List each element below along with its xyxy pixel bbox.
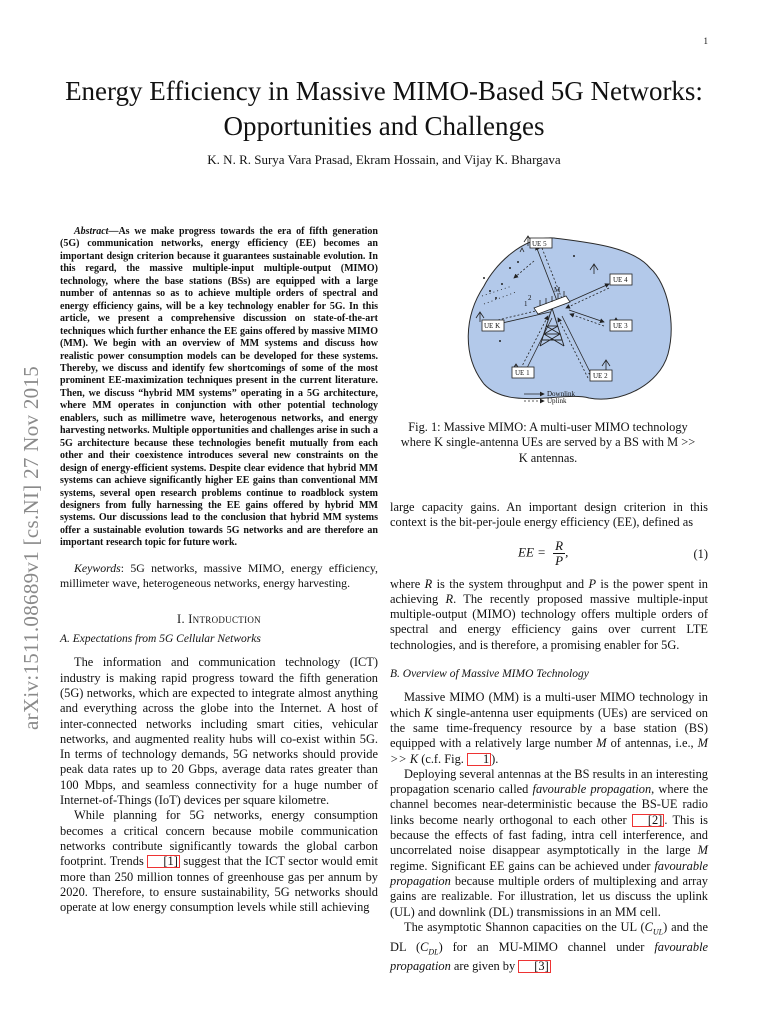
right-column <box>390 500 708 975</box>
equation-explanation: where R is the system throughput and P is the power spent in achieving R. The recently proposed massive multiple-input multiple-output (MIMO) technology offers multiple orders of spectral and energy efficiency gains over current LTE technologies, and is therefore, a promising enabler for 5G. <box>390 576 709 652</box>
section-heading-introduction: I. Introduction <box>177 611 261 626</box>
ue-1-label: UE 1 <box>515 369 530 377</box>
intro-paragraph-2: While planning for 5G networks, energy consumption becomes a critical concern because mobile communication networks contribute significantly towards the global carbon footprint. Trends [1] suggest that the ICT sector would emit more than 250 million tonnes of greenhouse gas per annum by 2020. Therefore, to ensure sustainability, 5G networks should operate at low energy consumption levels while still achieving <box>60 808 378 915</box>
equation-number: (1) <box>693 546 708 561</box>
legend-downlink: Downlink <box>547 390 575 398</box>
figure-link[interactable]: 1 <box>467 753 491 766</box>
abstract-label: Abstract <box>74 226 109 237</box>
ue-4-label: UE 4 <box>613 276 628 284</box>
mm-paragraph-2: Deploying several antennas at the BS results in an interesting propagation scenario called favourable propagation, where the channel becomes near-deterministic because the BS-UE radio links become nearly orthogonal to each other [2] . This is because the effects of fast fading, intra cell interference, and uncorrelated noise disappear asymptotically in the large M regime. Significant EE gains can be achieved under favourable propagation because multiple orders of multiplexing and array gains are realizable. For illustration, let us discuss the uplink (UL) and downlink (DL) transmissions in an MM cell. <box>390 766 708 919</box>
antenna-count-label: M <box>554 286 561 294</box>
keywords-label: Keywords <box>74 560 121 575</box>
arxiv-stamp[interactable]: arXiv:1511.08689v1 [cs.NI] 27 Nov 2015 <box>19 365 43 730</box>
citation-link[interactable]: [2] <box>632 814 664 827</box>
subsection-heading-massive-mimo: B. Overview of Massive MIMO Technology <box>390 668 589 681</box>
abstract <box>60 226 378 550</box>
ue-3-label: UE 3 <box>613 322 628 330</box>
page-number: 1 <box>703 36 708 46</box>
citation-link[interactable]: [3] <box>518 960 550 973</box>
abstract-text: —As we make progress towards the era of fifth generation (5G) communication networks, energy efficiency (EE) becomes an important design criterion because it guarantees sustainable evolution. In this regard, the massive multiple-input multiple-output (MIMO) technology, where the base stations (BSs) are equipped with a large number of antennas so as to achieve multiple orders of spectral and energy efficiency gains, will be a key technology enabler for 5G. In this article, we present a comprehensive discussion on state-of-the-art techniques which further enhance the EE gains offered by massive MIMO (MM). We begin with an overview of MM systems and discuss how realistic power consumption models can be developed for these systems. Thereby, we discuss and identify few shortcomings of some of the most prominent EE-maximization techniques present in the current literature. Then, we discuss “hybrid MM systems” operating in a 5G architecture, where MM operates in conjunction with other potential technology enablers, such as millimetre wave, heterogenous networks, and energy harvesting networks. Multiple opportunities and challenges arise in such a 5G architecture because these technologies benefit mutually from each other and their coexistence introduces several new constraints on the design of energy-efficient systems. Despite clear evidence that hybrid MM systems can achieve significantly higher EE gains than conventional MM systems, several open research problems continue to roadblock system designers from fully harnessing the EE gains offered by hybrid MM systems. Our discussions lead to the conclusion that hybrid MM systems offer a sustainable evolution towards 5G networks and are therefore an important research topic for future work. <box>60 226 378 549</box>
keywords <box>60 561 378 591</box>
antenna-1-label: 1 <box>524 300 528 308</box>
citation-link[interactable]: [1] <box>147 855 179 868</box>
continued-paragraph: large capacity gains. An important design criterion in this context is the bit-per-joule energy efficiency (EE), defined as <box>390 500 708 530</box>
keywords-text: : 5G networks, massive MIMO, energy efficiency, millimeter wave, heterogeneous networks, energy harvesting. <box>60 560 378 590</box>
ue-5-label: UE 5 <box>532 240 547 248</box>
cell-region <box>468 238 671 399</box>
figure-1-massive-mimo <box>454 226 678 414</box>
antenna-2-label: 2 <box>528 294 532 302</box>
author-list: K. N. R. Surya Vara Prasad, Ekram Hossain, and Vijay K. Bhargava <box>207 152 561 167</box>
ue-k-label: UE K <box>484 322 501 330</box>
mm-paragraph-3: The asymptotic Shannon capacities on the UL $(C_{UL})$ and the DL $(C_{DL})$ for an MU-MIMO channel under favourable propagation are given by [3] <box>390 919 709 974</box>
paper-title: Energy Efficiency in Massive MIMO-Based 5G Networks: Opportunities and Challenges <box>65 76 703 141</box>
subsection-heading-expectations: A. Expectations from 5G Cellular Networks <box>60 633 261 646</box>
ue-2-label: UE 2 <box>593 372 608 380</box>
figure-caption: Fig. 1: Massive MIMO: A multi-user MIMO technology where K single-antenna UEs are served by a BS with M >> K antennas. <box>400 420 696 465</box>
equation-1: EE = $\frac{R}{P}$ , (1) <box>518 537 708 568</box>
mm-paragraph-1: Massive MIMO (MM) is a multi-user MIMO technology in which K single-antenna user equipments (UEs) are serviced on the same time-frequency resource by a base station (BS) equipped with a relatively large number M of antennas, i.e., M >> K (c.f. Fig. 1 ). <box>390 690 708 766</box>
left-column <box>60 226 378 915</box>
intro-paragraph-1: The information and communication technology (ICT) industry is making rapid progress toward the fifth generation (5G) networks, which are expected to integrate almost anything and everything across the globe into the Internet. A host of inter-connected networks including smart cities, vehicular networks, and augmented reality hubs will co-exist within 5G. In terms of technology demands, 5G networks should provide peak data rates up to 20 Gbps, average data rates greater than 100 Mbps, and seamless connectivity for a huge number of Internet-of-Things (IoT) devices per square kilometre. <box>60 655 378 808</box>
legend-uplink: Uplink <box>547 397 567 405</box>
massive-mimo-diagram <box>454 226 678 414</box>
